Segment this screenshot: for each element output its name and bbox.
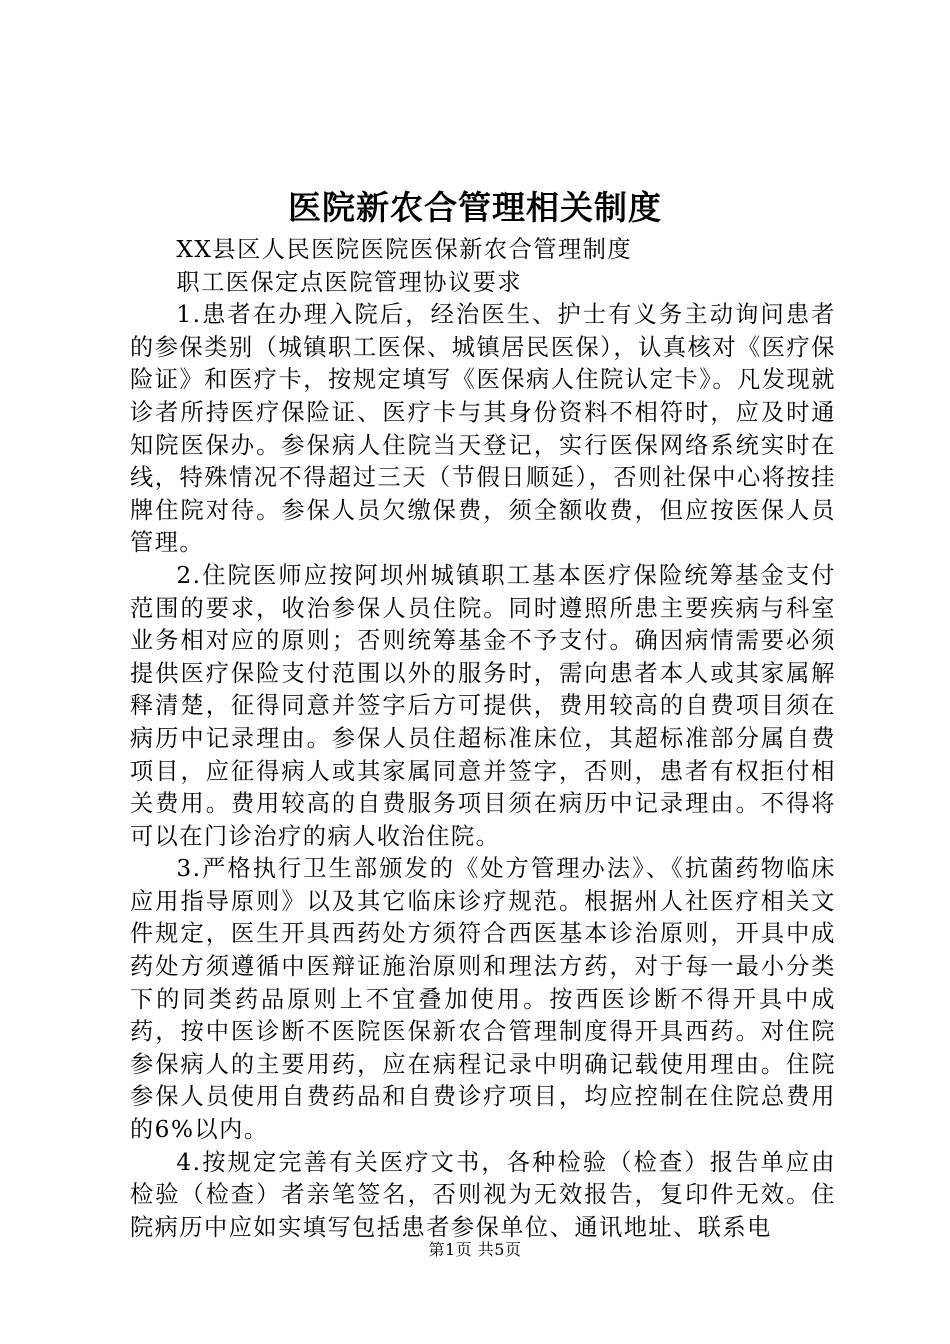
- paragraph-item-3: 3.严格执行卫生部颁发的《处方管理办法》、《抗菌药物临床应用指导原则》以及其它临床诊疗规范。根据州人社医疗相关文件规定，医生开具西药处方须符合西医基本诊治原则，开具中成药处方须遵循中医辩证施治原则和理法方药，对于每一最小分类下的同类药品原则上不宜叠加使用。按西医诊断不得开具中成药，按中医诊断不医院医保新农合管理制度得开具西药。对住院参保病人的主要用药，应在病程记录中明确记载使用理由。住院参保人员使用自费药品和自费诊疗项目，均应控制在住院总费用的6%以内。: [130, 855, 836, 1144]
- page-number: 第1页 共5页: [428, 1240, 522, 1259]
- document-body: [130, 234, 836, 1244]
- paragraph-agreement-heading: 职工医保定点医院管理协议要求: [176, 268, 523, 296]
- paragraph-item-4: 4.按规定完善有关医疗文书，各种检验（检查）报告单应由检验（检查）者亲笔签名，否则视为无效报告，复印件无效。住院病历中应如实填写包括患者参保单位、通讯地址、联系电: [130, 1148, 836, 1241]
- document-title: 医院新农合管理相关制度: [288, 188, 662, 227]
- paragraph-hospital-name: XX县区人民医院医院医保新农合管理制度: [176, 236, 633, 263]
- paragraph-item-1: 1.患者在办理入院后，经治医生、护士有义务主动询问患者的参保类别（城镇职工医保、城镇居民医保），认真核对《医疗保险证》和医疗卡，按规定填写《医保病人住院认定卡》。凡发现就诊者所持医疗保险证、医疗卡与其身份资料不相符时，应及时通知院医保办。参保病人住院当天登记，实行医保网络系统实时在线，特殊情况不得超过三天（节假日顺延），否则社保中心将按挂牌住院对待。参保人员欠缴保费，须全额收费，但应按医保人员管理。: [130, 301, 836, 557]
- paragraph-item-2: 2.住院医师应按阿坝州城镇职工基本医疗保险统筹基金支付范围的要求，收治参保人员住院。同时遵照所患主要疾病与科室业务相对应的原则；否则统筹基金不予支付。确因病情需要必须提供医疗保险支付范围以外的服务时，需向患者本人或其家属解释清楚，征得同意并签字后方可提供，费用较高的自费项目须在病历中记录理由。参保人员住超标准床位，其超标准部分属自费项目，应征得病人或其家属同意并签字，否则，患者有权拒付相关费用。费用较高的自费服务项目须在病历中记录理由。不得将可以在门诊治疗的病人收治住院。: [130, 561, 836, 850]
